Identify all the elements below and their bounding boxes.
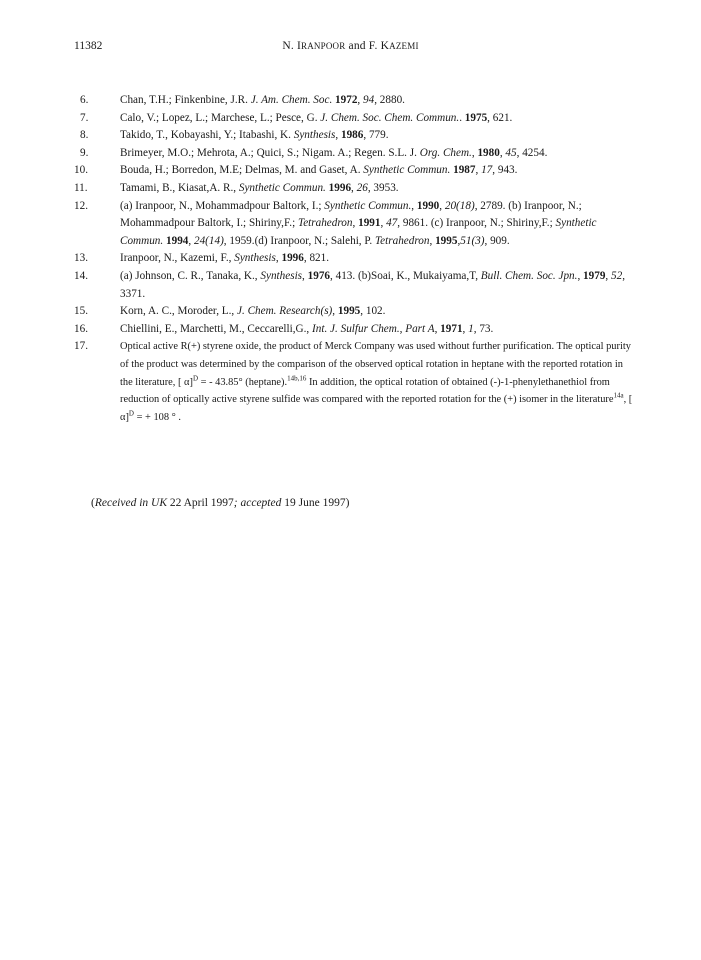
reference-number: 10. <box>74 164 88 177</box>
reference-item: 11. Tamami, B., Kiasat,A. R., Synthetic Commun. 1996, 26, 3953. <box>74 180 634 198</box>
reference-number: 14. <box>74 269 88 282</box>
reference-item: 16. Chiellini, E., Marchetti, M., Ceccarelli,G., Int. J. Sulfur Chem., Part A, 1971, 1, 73. <box>74 321 634 339</box>
reference-number: 17. <box>74 340 88 353</box>
reference-item: 7. Calo, V.; Lopez, L.; Marchese, L.; Pesce, G. J. Chem. Soc. Chem. Commun.. 1975, 621. <box>74 110 634 128</box>
reference-item: 14. (a) Johnson, C. R., Tanaka, K., Synthesis, 1976, 413. (b)Soai, K., Mukaiyama,T, Bull. Chem. Soc. Jpn., 1979, 52, 3371. <box>74 269 625 300</box>
reference-item: 15. Korn, A. C., Moroder, L., J. Chem. Research(s), 1995, 102. <box>74 303 634 321</box>
reference-item: 6. Chan, T.H.; Finkenbine, J.R. J. Am. Chem. Soc. 1972, 94, 2880. <box>74 92 634 110</box>
reference-number: 9. <box>80 146 89 159</box>
reference-item: 12. (a) Iranpoor, N., Mohammadpour Baltork, I.; Synthetic Commun., 1990, 20(18), 2789. (b) Iranpoor, N.; Mohammadpour Baltork, I.; Shiriny,F.; Tetrahedron, 1991, 47, 9861. (c) Iranpoor, N.; Shiriny,F.; Synthetic Commun. 1994, 24(14), 1959.(d) Iranpoor, N.; Salehi, P. Tetrahedron, 1995,51(3), 909. <box>74 199 597 247</box>
reference-item: 9. Brimeyer, M.O.; Mehrota, A.; Quici, S.; Nigam. A.; Regen. S.L. J. Org. Chem., 1980, 45, 4254. <box>74 145 634 163</box>
reference-number: 7. <box>80 111 89 124</box>
reference-number: 16. <box>74 322 88 335</box>
reference-item: 13. Iranpoor, N., Kazemi, F., Synthesis, 1996, 821. <box>74 250 634 268</box>
reference-number: 15. <box>74 305 88 318</box>
reference-number: 8. <box>80 129 89 142</box>
received-note: (Received in UK 22 April 1997; accepted 19 June 1997) <box>91 497 350 509</box>
reference-item: 17. Optical active R(+) styrene oxide, the product of Merck Company was used without further purification. The optical purity of the product was determined by the comparison of the observed optical rotation in heptane with the reported rotation in the literature, [ α]$^D$ = - 43.85° (heptane).$^{14b,16}$ In addition, the optical rotation of obtained (-)-1-phenylethanethiol from reduction of optically active styrene sulfide was compared with the reported rotation for the (+) isomer in the literature$^{14a}$, [ α]$^D$ = + 108 ° . <box>74 340 633 423</box>
reference-number: 13. <box>74 252 88 265</box>
reference-number: 6. <box>80 94 89 106</box>
reference-item: 10. Bouda, H.; Borredon, M.E; Delmas, M. and Gaset, A. Synthetic Commun. 1987, 17, 943. <box>74 162 634 180</box>
reference-item: 8. Takido, T., Kobayashi, Y.; Itabashi, K. Synthesis, 1986, 779. <box>74 127 634 145</box>
page-number: 11382 <box>74 40 103 52</box>
reference-number: 12. <box>74 199 88 212</box>
reference-list <box>74 92 634 426</box>
running-head-authors: N. IRANPOOR and F. KAZEMI <box>282 40 419 52</box>
reference-number: 11. <box>74 181 88 194</box>
